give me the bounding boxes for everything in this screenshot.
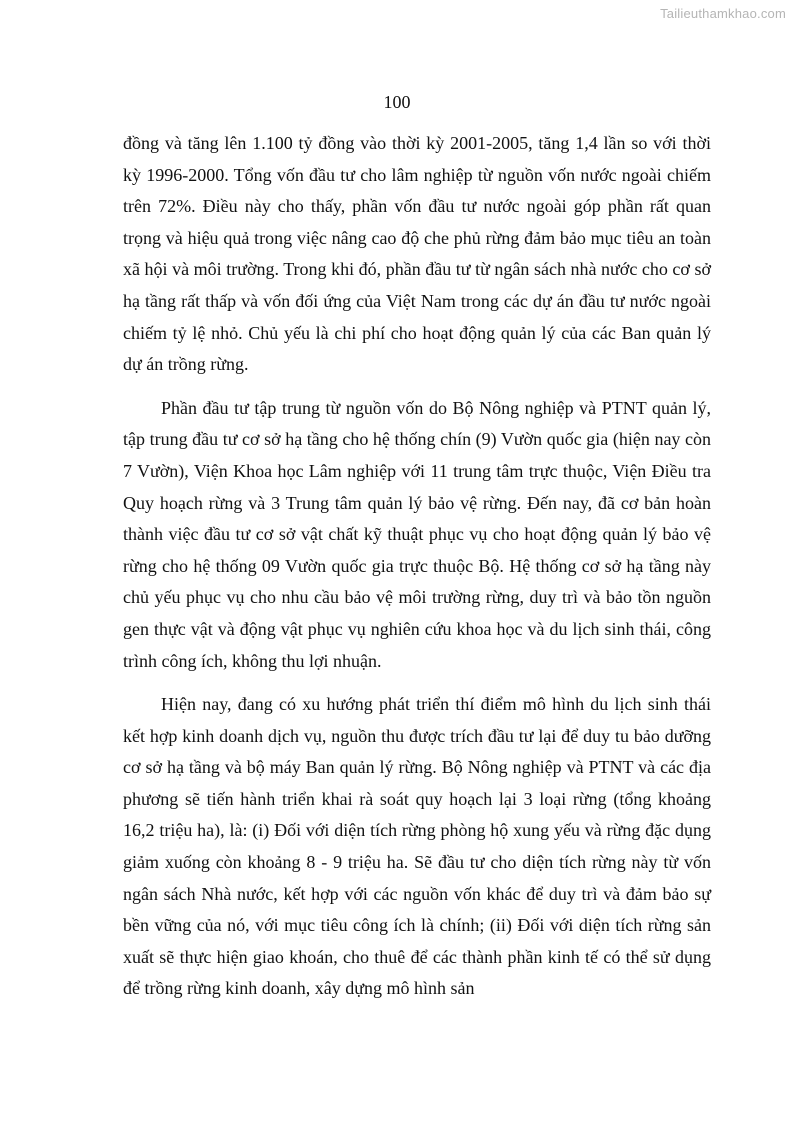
watermark-text: Tailieuthamkhao.com: [660, 6, 786, 21]
document-body: [123, 128, 711, 1005]
page-number: 100: [383, 92, 411, 112]
paragraph-3: Hiện nay, đang có xu hướng phát triển thí điểm mô hình du lịch sinh thái kết hợp kinh doanh dịch vụ, nguồn thu được trích đầu tư lại để duy tu bảo dưỡng cơ sở hạ tầng và bộ máy Ban quản lý rừng. Bộ Nông nghiệp và PTNT và các địa phương sẽ tiến hành triển khai rà soát quy hoạch lại 3 loại rừng (tổng khoảng 16,2 triệu ha), là: (i) Đối với diện tích rừng phòng hộ xung yếu và rừng đặc dụng giảm xuống còn khoảng 8 - 9 triệu ha. Sẽ đầu tư cho diện tích rừng này từ vốn ngân sách Nhà nước, kết hợp với các nguồn vốn khác để duy trì và đảm bảo sự bền vững của nó, với mục tiêu công ích là chính; (ii) Đối với diện tích rừng sản xuất sẽ thực hiện giao khoán, cho thuê để các thành phần kinh tế có thể sử dụng để trồng rừng kinh doanh, xây dựng mô hình sản: [123, 694, 711, 999]
paragraph-2: Phần đầu tư tập trung từ nguồn vốn do Bộ Nông nghiệp và PTNT quản lý, tập trung đầu tư cơ sở hạ tầng cho hệ thống chín (9) Vườn quốc gia (hiện nay còn 7 Vườn), Viện Khoa học Lâm nghiệp với 11 trung tâm trực thuộc, Viện Điều tra Quy hoạch rừng và 3 Trung tâm quản lý bảo vệ rừng. Đến nay, đã cơ bản hoàn thành việc đầu tư cơ sở vật chất kỹ thuật phục vụ cho hoạt động quản lý bảo vệ rừng cho hệ thống 09 Vườn quốc gia trực thuộc Bộ. Hệ thống cơ sở hạ tầng này chủ yếu phục vụ cho nhu cầu bảo vệ môi trường rừng, duy trì và bảo tồn nguồn gen thực vật và động vật phục vụ nghiên cứu khoa học và du lịch sinh thái, công trình công ích, không thu lợi nhuận.: [123, 397, 711, 671]
paragraph-1: đồng và tăng lên 1.100 tỷ đồng vào thời kỳ 2001-2005, tăng 1,4 lần so với thời kỳ 1996-2000. Tổng vốn đầu tư cho lâm nghiệp từ nguồn vốn nước ngoài chiếm trên 72%. Điều này cho thấy, phần vốn đầu tư nước ngoài góp phần rất quan trọng và hiệu quả trong việc nâng cao độ che phủ rừng đảm bảo mục tiêu an toàn xã hội và môi trường. Trong khi đó, phần đầu tư từ ngân sách nhà nước cho cơ sở hạ tầng rất thấp và vốn đối ứng của Việt Nam trong các dự án đầu tư nước ngoài chiếm tỷ lệ nhỏ. Chủ yếu là chi phí cho hoạt động quản lý của các Ban quản lý dự án trồng rừng.: [123, 133, 711, 375]
